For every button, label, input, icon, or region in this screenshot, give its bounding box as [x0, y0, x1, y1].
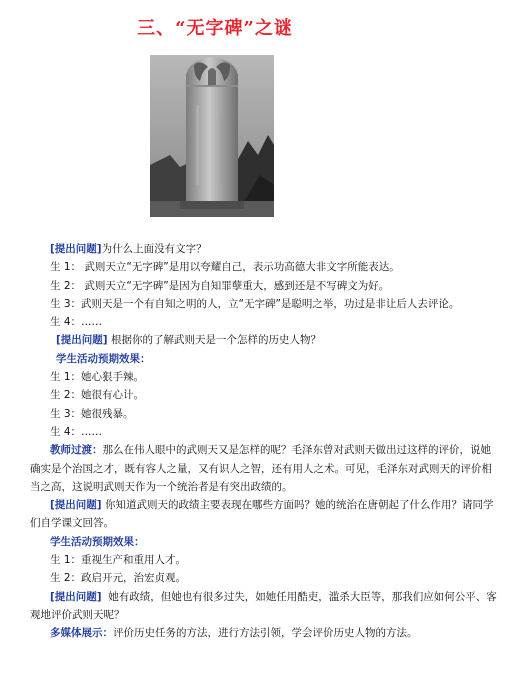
question-line: [提出问题] 根据你的了解武则天是一个怎样的历史人物？ — [56, 334, 321, 347]
student-answer-1: 生 1：重视生产和重用人才。 — [50, 554, 187, 567]
section-title: 三、“无字碑”之谜 — [137, 18, 293, 39]
student-answer-1: 生 1：她心狠手辣。 — [50, 371, 145, 384]
student-answer-3: 生 3：她很残暴。 — [50, 407, 134, 420]
question-line: [提出问题]为什么上面没有文字？ — [50, 243, 207, 255]
lesson-content — [30, 240, 500, 643]
multimedia-display: 多媒体展示：评价历史任务的方法，进行方法引领，学会评价历史人物的方法。 — [50, 627, 418, 640]
wordless-stele-photo — [150, 55, 274, 217]
question-line: [提出问题] 她有政绩，但她也有很多过失，如她任用酷吏，滥杀大臣等，那我们应如何公平、客观地评价武则天呢？ — [30, 590, 497, 621]
teacher-transition: 教师过渡：那么在伟人眼中的武则天又是怎样的呢？毛泽东曾对武则天做出过这样的评价，说她确实是个治国之才，既有容人之量，又有识人之智，还有用人之术。可见，毛泽东对武则天的评价相当之高，这说明武则天作为一个统治者是有突出政绩的。 — [30, 444, 492, 493]
student-answer-2: 生 2：她很有心计。 — [50, 389, 145, 402]
student-answer-2: 生 2：政启开元，治宏贞观。 — [50, 572, 187, 585]
student-answer-4: 生 4：…… — [50, 316, 103, 329]
expected-effect-heading: 学生活动预期效果： — [50, 535, 145, 548]
expected-effect-heading: 学生活动预期效果： — [56, 352, 151, 365]
question-line: [提出问题] 你知道武则天的政绩主要表现在哪些方面吗？她的统治在唐朝起了什么作用？请同学们自学课文回答。 — [30, 499, 494, 530]
student-answer-3: 生 3：武则天是一个有自知之明的人，立“无字碑”是聪明之举，功过是非让后人去评论。 — [50, 297, 460, 310]
student-answer-1: 生 1： 武则天立“无字碑”是用以夸耀自己，表示功高德大非文字所能表达。 — [50, 261, 400, 274]
student-answer-2: 生 2： 武则天立“无字碑”是因为自知罪孽重大，感到还是不写碑文为好。 — [50, 279, 390, 292]
student-answer-4: 生 4：…… — [50, 425, 103, 438]
